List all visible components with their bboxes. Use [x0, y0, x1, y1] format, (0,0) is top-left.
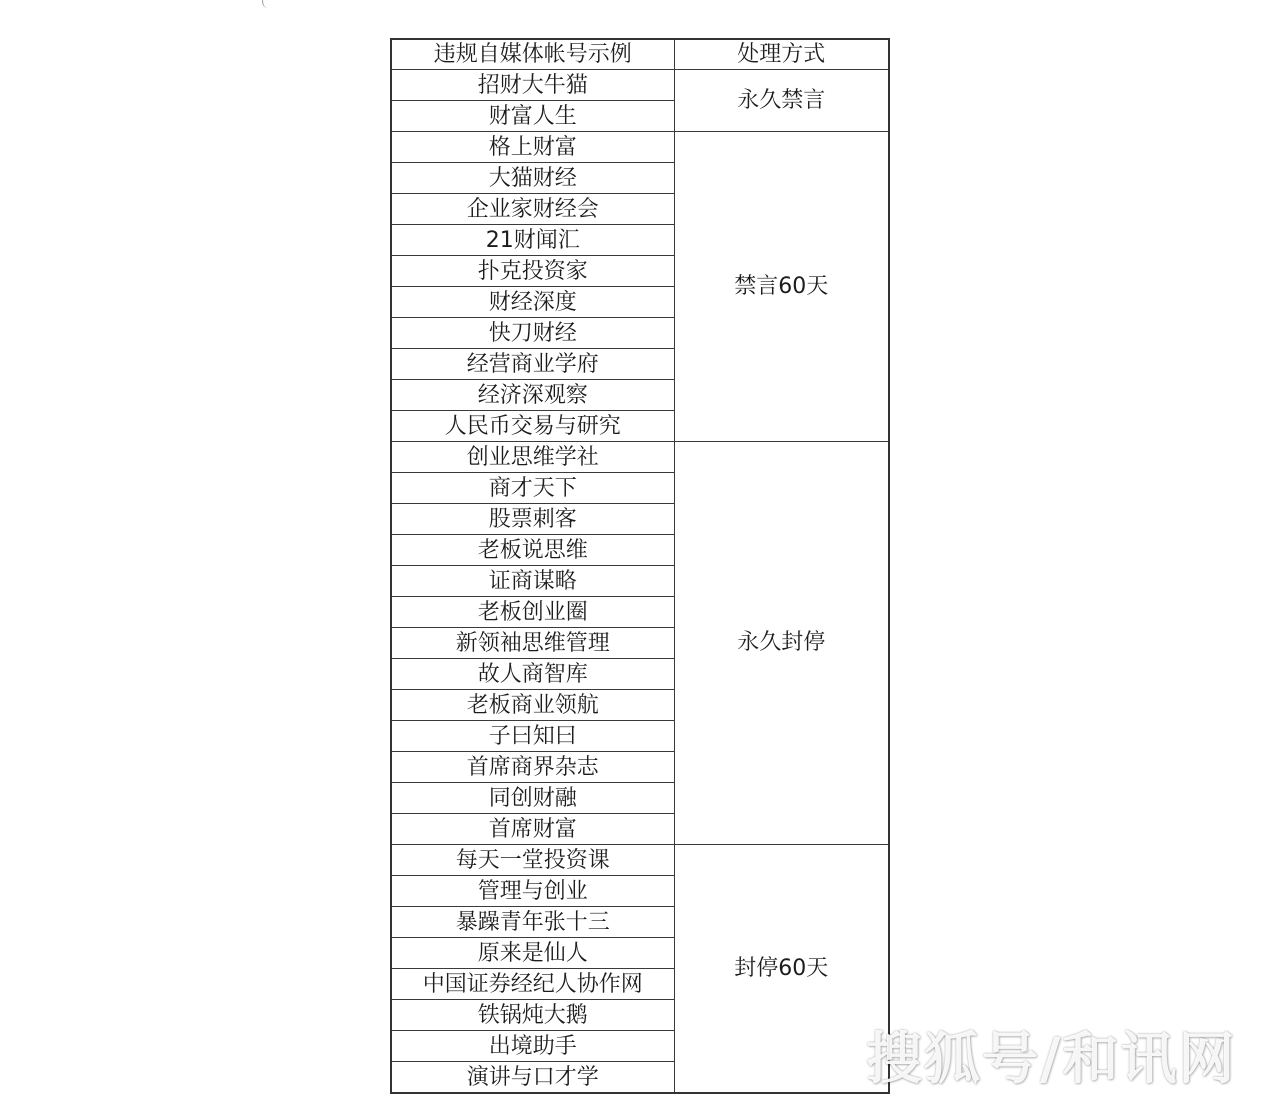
account-name-cell: 老板创业圈 — [391, 597, 674, 628]
account-name-cell: 中国证券经纪人协作网 — [391, 969, 674, 1000]
watermark: 搜狐号/和讯网 — [866, 1028, 1237, 1092]
violation-table — [390, 38, 890, 1094]
account-name-cell: 铁锅炖大鹅 — [391, 1000, 674, 1031]
account-name-cell: 股票刺客 — [391, 504, 674, 535]
account-name-cell: 故人商智库 — [391, 659, 674, 690]
account-name-cell: 商才天下 — [391, 473, 674, 504]
action-cell: 永久禁言 — [674, 70, 889, 132]
account-name-cell: 财经深度 — [391, 287, 674, 318]
action-cell: 禁言60天 — [674, 132, 889, 442]
table-row — [391, 70, 889, 101]
account-name-cell: 老板商业领航 — [391, 690, 674, 721]
account-name-cell: 创业思维学社 — [391, 442, 674, 473]
header-action: 处理方式 — [674, 39, 889, 70]
account-name-cell: 招财大牛猫 — [391, 70, 674, 101]
account-name-cell: 老板说思维 — [391, 535, 674, 566]
table-header — [391, 39, 889, 70]
action-cell: 封停60天 — [674, 845, 889, 1094]
account-name-cell: 首席财富 — [391, 814, 674, 845]
account-name-cell: 出境助手 — [391, 1031, 674, 1062]
table-row — [391, 132, 889, 163]
table-row — [391, 442, 889, 473]
account-name-cell: 财富人生 — [391, 101, 674, 132]
action-cell: 永久封停 — [674, 442, 889, 845]
table-body — [391, 70, 889, 1094]
account-name-cell: 管理与创业 — [391, 876, 674, 907]
account-name-cell: 企业家财经会 — [391, 194, 674, 225]
account-name-cell: 同创财融 — [391, 783, 674, 814]
account-name-cell: 快刀财经 — [391, 318, 674, 349]
account-name-cell: 每天一堂投资课 — [391, 845, 674, 876]
account-name-cell: 经济深观察 — [391, 380, 674, 411]
account-name-cell: 首席商界杂志 — [391, 752, 674, 783]
account-name-cell: 扑克投资家 — [391, 256, 674, 287]
account-name-cell: 原来是仙人 — [391, 938, 674, 969]
header-row — [391, 39, 889, 70]
header-account: 违规自媒体帐号示例 — [391, 39, 674, 70]
table-row — [391, 845, 889, 876]
account-name-cell: 证商谋略 — [391, 566, 674, 597]
account-name-cell: 大猫财经 — [391, 163, 674, 194]
account-name-cell: 经营商业学府 — [391, 349, 674, 380]
account-name-cell: 新领袖思维管理 — [391, 628, 674, 659]
account-name-cell: 暴躁青年张十三 — [391, 907, 674, 938]
edge-fragment — [262, 0, 273, 8]
account-name-cell: 21财闻汇 — [391, 225, 674, 256]
account-name-cell: 子曰知曰 — [391, 721, 674, 752]
account-name-cell: 人民币交易与研究 — [391, 411, 674, 442]
account-name-cell: 演讲与口才学 — [391, 1062, 674, 1094]
account-name-cell: 格上财富 — [391, 132, 674, 163]
